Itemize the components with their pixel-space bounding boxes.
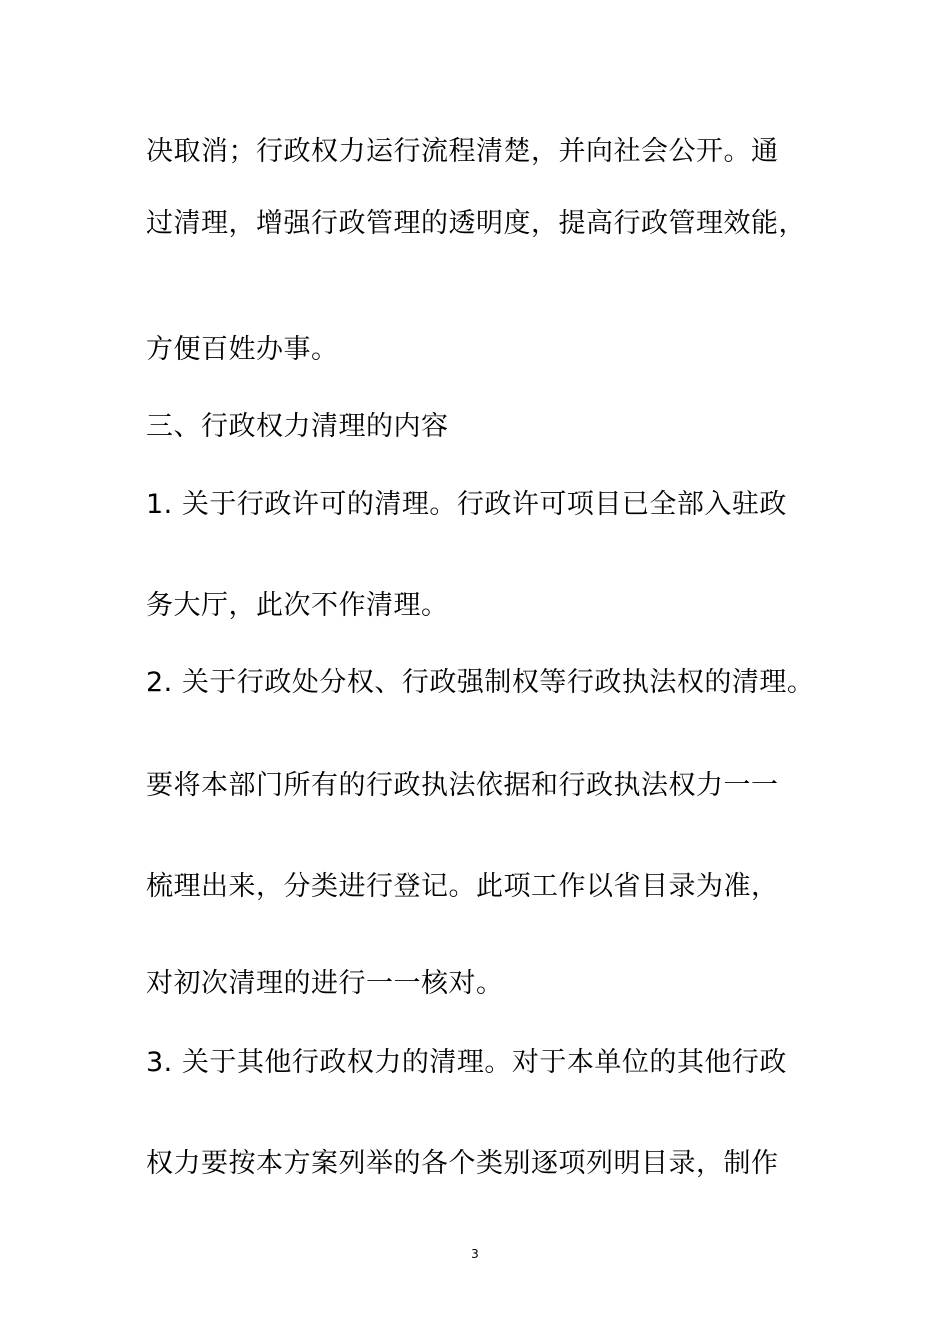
paragraph-line: 权力要按本方案列举的各个类别逐项列明目录，制作 [146,1148,779,1179]
paragraph-line: 2. 关于行政处分权、行政强制权等行政执法权的清理。 [146,667,815,698]
paragraph-line: 梳理出来，分类进行登记。此项工作以省目录为准， [146,871,779,902]
page-number: 3 [471,1247,479,1261]
paragraph-line: 要将本部门所有的行政执法依据和行政执法权力一一 [146,770,779,801]
paragraph-line: 3. 关于其他行政权力的清理。对于本单位的其他行政 [146,1047,787,1078]
paragraph-line: 1. 关于行政许可的清理。行政许可项目已全部入驻政 [146,489,787,520]
paragraph-line: 务大厅，此次不作清理。 [146,590,449,621]
paragraph-line: 对初次清理的进行一一核对。 [146,968,504,999]
paragraph-line: 决取消；行政权力运行流程清楚，并向社会公开。通 [146,136,779,167]
section-heading: 三、行政权力清理的内容 [146,411,449,442]
paragraph-line: 过清理，增强行政管理的透明度，提高行政管理效能， [146,208,806,239]
paragraph-line: 方便百姓办事。 [146,334,339,365]
